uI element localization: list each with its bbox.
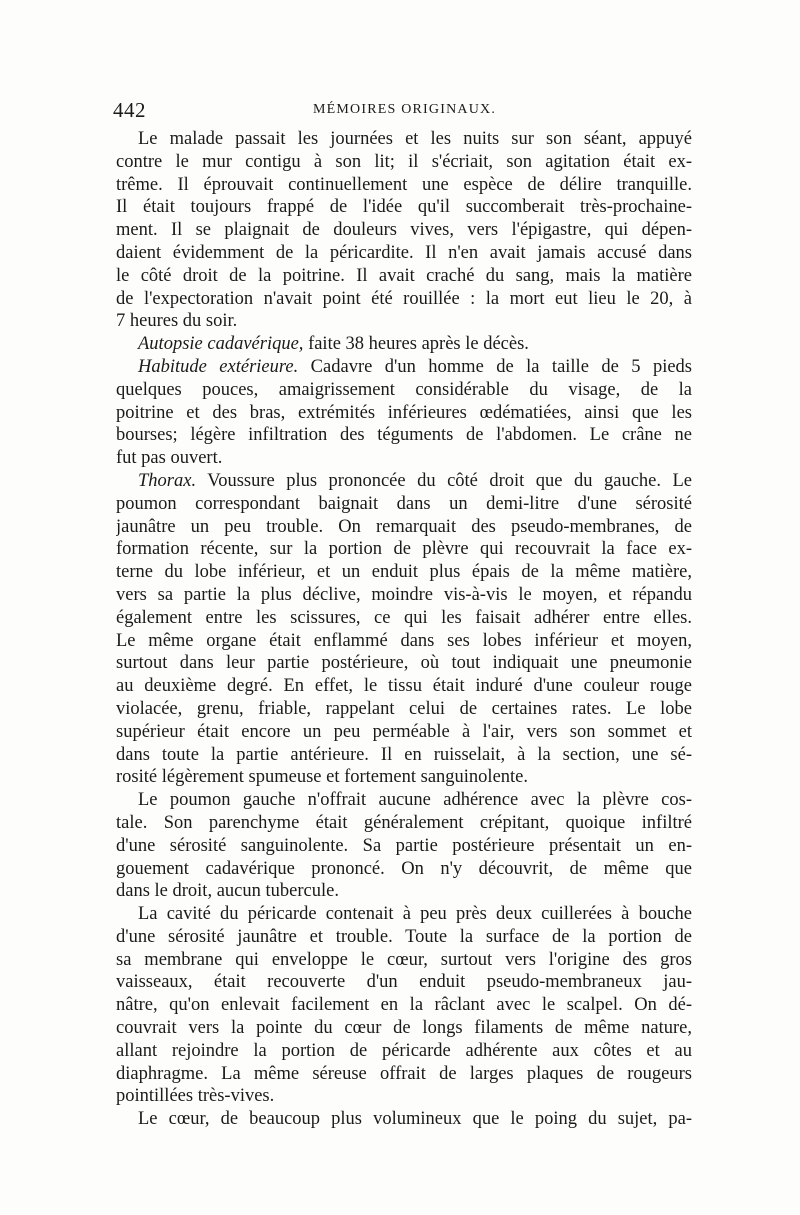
text-line: vaisseaux, était recouverte d'un enduit pseudo-membraneux jau- [116,972,692,993]
paragraph [116,356,692,470]
text-line: de l'expectoration n'avait point été rouillée : la mort eut lieu le 20, à [116,288,692,309]
text-line: daient évidemment de la péricardite. Il n'en avait jamais accusé dans [116,242,692,263]
text-line: Le cœur, de beaucoup plus volumineux que le poing du sujet, pa- [138,1109,692,1130]
text-line: ment. Il se plaignait de douleurs vives, vers l'épigastre, qui dépen- [116,220,692,241]
text-line: fut pas ouvert. [116,448,223,469]
paragraph [116,1108,692,1131]
text-line: tale. Son parenchyme était généralement crépitant, quoique infiltré [116,812,692,833]
text-line: dans toute la partie antérieure. Il en ruisselait, à la section, une sé- [116,744,692,765]
section-heading: Autopsie cadavérique, [138,334,304,355]
text-span: Voussure plus prononcée du côté droit que du gauche. Le [196,470,692,491]
page-header [113,98,693,122]
text-line: allant rejoindre la portion de péricarde adhérente aux côtes et au [116,1040,692,1061]
text-line: Il était toujours frappé de l'idée qu'il succomberait très-prochaine- [116,197,692,218]
text-line: d'une sérosité jaunâtre et trouble. Toute la surface de la portion de [116,926,692,947]
text-line: quelques pouces, amaigrissement considérable du visage, de la [116,379,692,400]
text-line: Le même organe était enflammé dans ses lobes inférieur et moyen, [116,630,692,651]
running-title: MÉMOIRES ORIGINAUX. [313,102,497,117]
text-line: formation récente, sur la portion de plèvre qui recouvrait la face ex- [116,539,692,560]
text-line: Le malade passait les journées et les nuits sur son séant, appuyé [138,129,692,149]
text-line: 7 heures du soir. [116,311,238,332]
text-line: Le poumon gauche n'offrait aucune adhérence avec la plèvre cos- [138,790,692,811]
text-line: vers sa partie la plus déclive, moindre vis-à-vis le moyen, et répandu [116,584,692,605]
text-line: La cavité du péricarde contenait à peu près deux cuillerées à bouche [138,904,692,925]
text-line: rosité légèrement spumeuse et fortement sanguinolente. [116,767,529,788]
text-span: faite 38 heures après le décès. [303,334,529,355]
text-line: poumon correspondant baignait dans un demi-litre d'une sérosité [116,493,692,514]
paragraph [116,470,692,789]
text-line: diaphragme. La même séreuse offrait de larges plaques de rougeurs [116,1063,692,1084]
text-line: terne du lobe inférieur, et un enduit plus épais de la même matière, [116,562,692,583]
text-line: sa membrane qui enveloppe le cœur, surtout vers l'origine des gros [116,949,692,970]
text-line: supérieur était encore un peu perméable à l'air, vers son sommet et [116,721,692,742]
body-text [116,128,692,1131]
text-line: poitrine et des bras, extrémités inférieures œdématiées, ainsi que les [116,402,692,423]
section-heading: Habitude extérieure. [138,356,299,377]
text-line: d'une sérosité sanguinolente. Sa partie postérieure présentait un en- [116,835,692,856]
page-number: 442 [113,98,146,122]
text-line: surtout dans leur partie postérieure, où tout indiquait une pneumonie [116,653,692,674]
section-heading: Thorax. [138,470,197,491]
text-line [116,356,692,379]
text-line: dans le droit, aucun tubercule. [116,881,339,902]
text-line [116,470,692,493]
paragraph [116,128,692,333]
text-line: jaunâtre un peu trouble. On remarquait des pseudo-membranes, de [116,516,692,537]
paragraph [116,903,692,1108]
text-line: nâtre, qu'on enlevait facilement en la râclant avec le scalpel. On dé- [116,995,692,1016]
text-line: contre le mur contigu à son lit; il s'écriait, son agitation était ex- [116,151,692,172]
text-line: gouement cadavérique prononcé. On n'y découvrit, de même que [116,858,692,879]
text-line [116,333,692,356]
text-line: trême. Il éprouvait continuellement une espèce de délire tranquille. [116,174,692,195]
text-line: le côté droit de la poitrine. Il avait craché du sang, mais la matière [116,265,692,286]
text-line: au deuxième degré. En effet, le tissu était induré d'une couleur rouge [116,676,692,697]
text-span: Cadavre d'un homme de la taille de 5 pieds [298,356,692,377]
text-line: couvrait vers la pointe du cœur de longs filaments de même nature, [116,1018,692,1039]
text-line: bourses; légère infiltration des téguments de l'abdomen. Le crâne ne [116,425,692,446]
text-line: également entre les scissures, ce qui les faisait adhérer entre elles. [116,607,692,628]
text-line: violacée, grenu, friable, rappelant celui de certaines rates. Le lobe [116,698,692,719]
paragraph [116,333,692,356]
text-line: pointillées très-vives. [116,1086,275,1107]
paragraph [116,789,692,903]
